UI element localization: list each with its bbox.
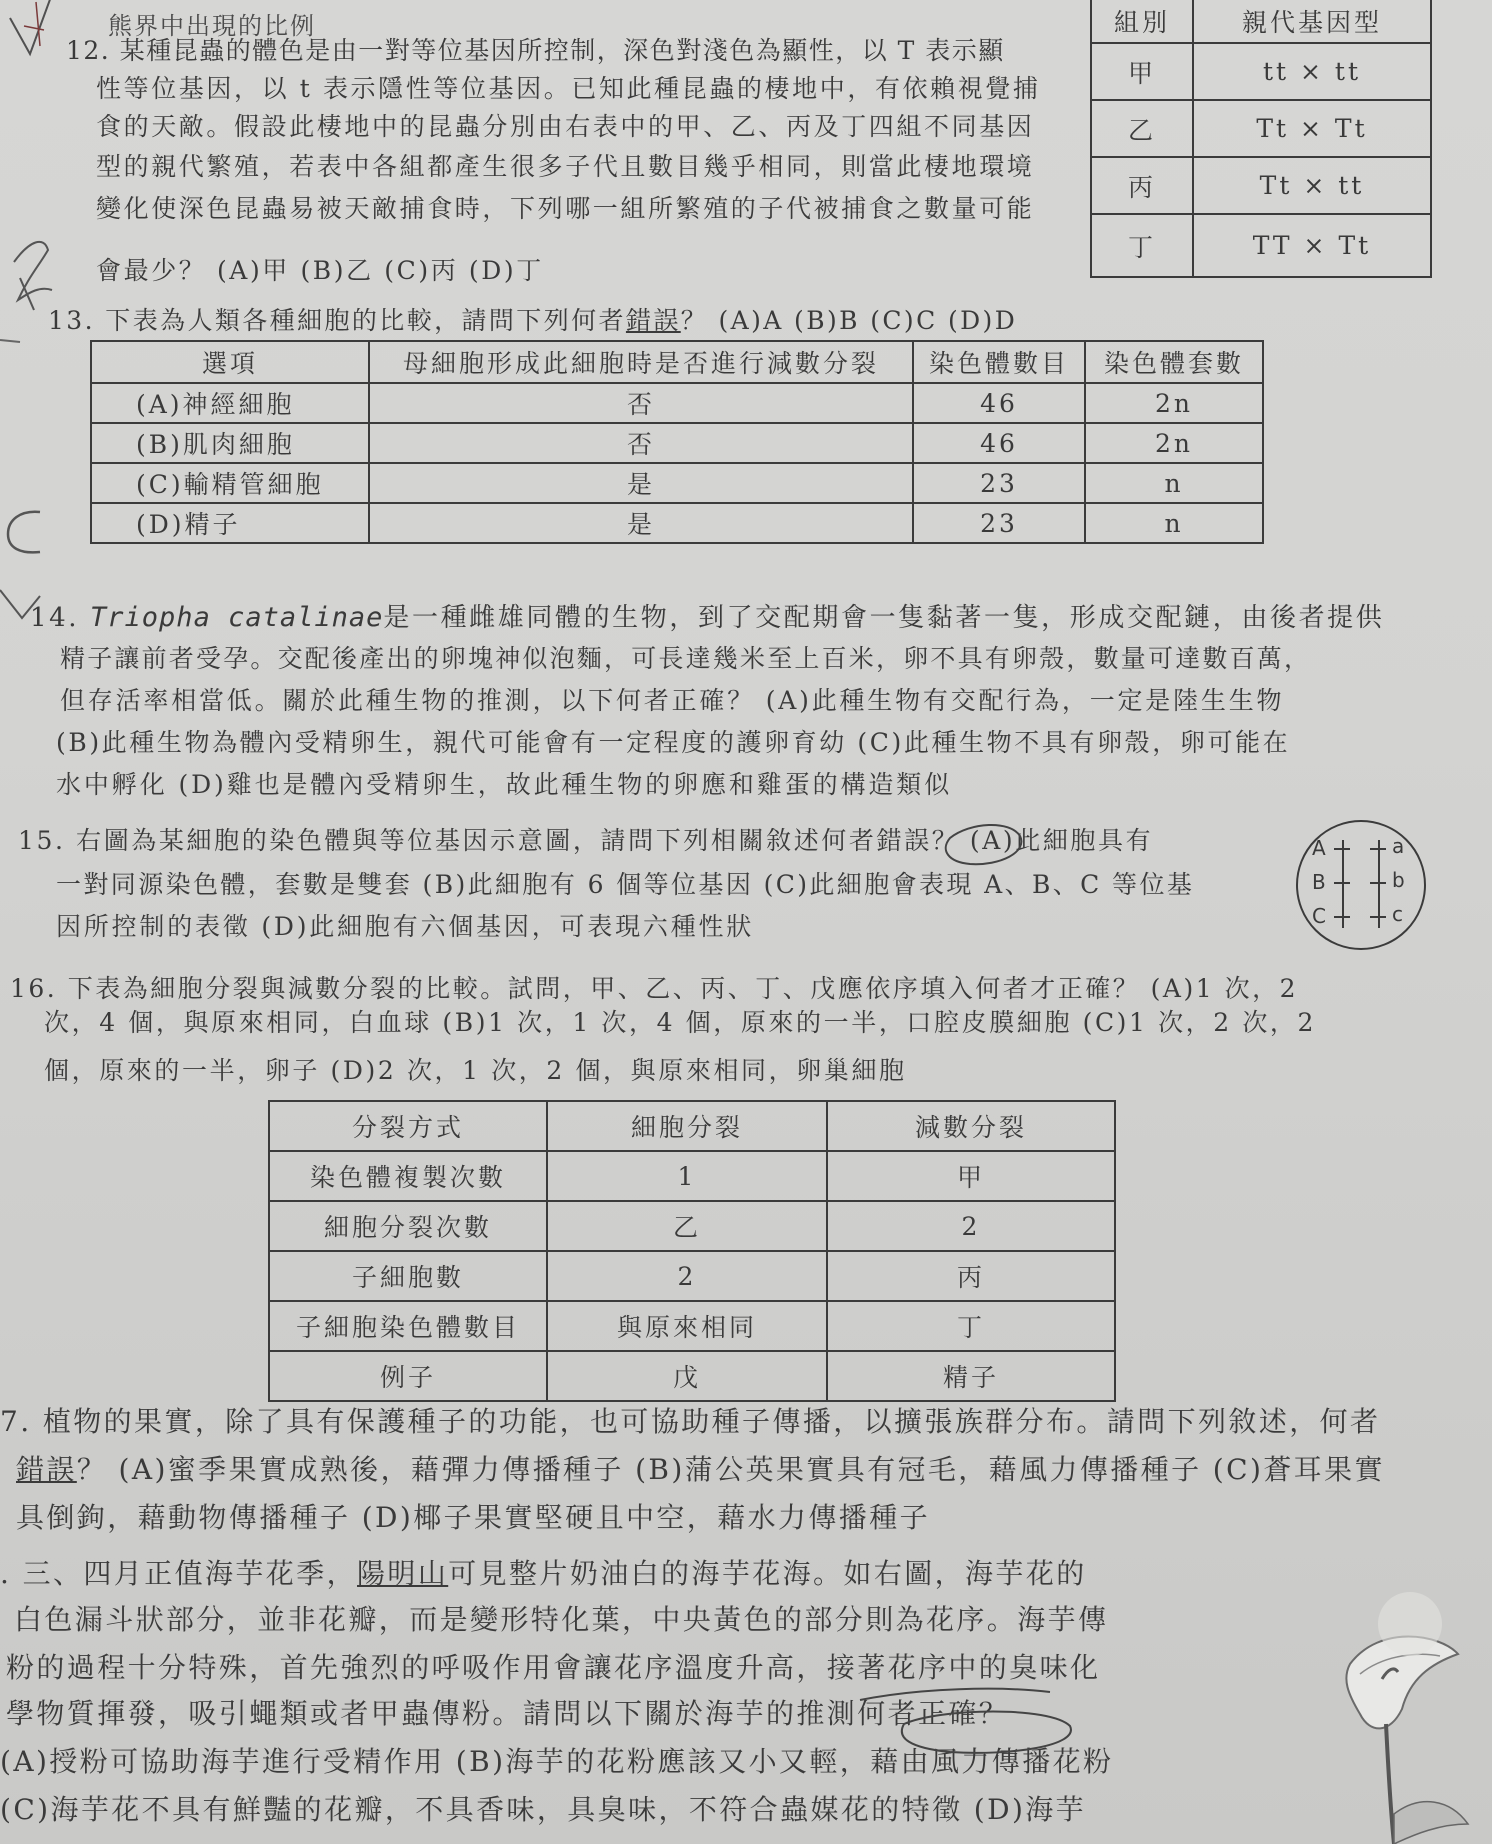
table-cell: 染色體複製次數 (269, 1151, 547, 1201)
allele-label: B (1312, 870, 1328, 894)
table-cell: 2 (827, 1201, 1115, 1251)
q12-line: 12. 某種昆蟲的體色是由一對等位基因所控制，深色對淺色為顯性，以 T 表示顯 (66, 36, 1005, 65)
table-cell: 丁 (1091, 214, 1193, 277)
q15-line: 15. 右圖為某細胞的染色體與等位基因示意圖，請問下列相關敘述何者錯誤？ (A)此細胞具有 (18, 826, 1154, 855)
table-cell: 1 (547, 1151, 827, 1201)
table-cell: (B)肌肉細胞 (91, 423, 369, 463)
table-cell: tt × tt (1193, 43, 1431, 100)
handwritten-c (6, 500, 42, 544)
allele-label: a (1392, 834, 1407, 858)
q16-line: 16. 下表為細胞分裂與減數分裂的比較。試問，甲、乙、丙、丁、戊應依序填入何者才正確？ (A)1 次，2 (10, 974, 1298, 1003)
table-cell: 丙 (827, 1251, 1115, 1301)
q14-line: (B)此種生物為體內受精卵生，親代可能會有一定程度的護卵育幼 (C)此種生物不具有卵殼，卵可能在 (56, 728, 1291, 757)
allele-label: C (1312, 904, 1328, 928)
table-cell: 否 (369, 423, 913, 463)
table-cell: (A)神經細胞 (91, 383, 369, 423)
table-cell: (C)輸精管細胞 (91, 463, 369, 503)
allele-label: b (1392, 868, 1407, 892)
table-cell: (D)精子 (91, 503, 369, 543)
table-cell: 2 (547, 1251, 827, 1301)
q14-line: 水中孵化 (D)雞也是體內受精卵生，故此種生物的卵應和雞蛋的構造類似 (56, 770, 953, 799)
q18-line: (A)授粉可協助海芋進行受精作用 (B)海芋的花粉應該又小又輕，藉由風力傳播花粉 (0, 1745, 1114, 1778)
table-header: 染色體數目 (913, 341, 1085, 383)
table-cell: 甲 (1091, 43, 1193, 100)
table-cell: Tt × tt (1193, 157, 1431, 214)
table-cell: 與原來相同 (547, 1301, 827, 1351)
q18-line1-post: 可見整片奶油白的海芋花海。如右圖，海芋花的 (448, 1557, 1087, 1590)
table-cell: Tt × Tt (1193, 100, 1431, 157)
pencil-underline-18 (860, 1689, 1050, 1700)
q12-line: 會最少？ (A)甲 (B)乙 (C)丙 (D)丁 (96, 256, 544, 285)
table-header: 分裂方式 (269, 1101, 547, 1151)
q18-line: 粉的過程十分特殊，首先強烈的呼吸作用會讓花序溫度升高，接著花序中的臭味化 (6, 1651, 1101, 1684)
table-header: 減數分裂 (827, 1101, 1115, 1151)
table-cell: 丙 (1091, 157, 1193, 214)
table-cell: TT × Tt (1193, 214, 1431, 277)
table-cell: 乙 (1091, 100, 1193, 157)
q16-line: 次，4 個，與原來相同，白血球 (B)1 次，1 次，4 個，原來的一半，口腔皮膜細胞 (C)1 次，2 次，2 (44, 1008, 1317, 1037)
pencil-circle-18 (902, 1712, 1071, 1753)
q12-line: 性等位基因，以 t 表示隱性等位基因。已知此種昆蟲的棲地中，有依賴視覺捕 (96, 74, 1041, 103)
q12-line: 變化使深色昆蟲易被天敵捕食時，下列哪一組所繁殖的子代被捕食之數量可能 (96, 194, 1035, 223)
q18-line: 白色漏斗狀部分，並非花瓣，而是變形特化葉，中央黃色的部分則為花序。海芋傳 (14, 1603, 1109, 1636)
q12-line: 食的天敵。假設此棲地中的昆蟲分別由右表中的甲、乙、丙及丁四組不同基因 (96, 112, 1035, 141)
table-header: 染色體套數 (1085, 341, 1263, 383)
q14-line1-rest: 是一種雌雄同體的生物，到了交配期會一隻黏著一隻，形成交配鏈，由後者提供 (383, 603, 1385, 633)
table-cell: n (1085, 463, 1263, 503)
table-header: 細胞分裂 (547, 1101, 827, 1151)
q18-line: (C)海芋花不具有鮮豔的花瓣，不具香味，具臭味，不符合蟲媒花的特徵 (D)海芋 (0, 1793, 1087, 1826)
allele-label: A (1312, 836, 1328, 860)
table-cell: 細胞分裂次數 (269, 1201, 547, 1251)
q14-species: Triopha catalinae (90, 602, 384, 633)
q18-location: 陽明山 (357, 1557, 449, 1590)
table-cell: 是 (369, 503, 913, 543)
table-cell: 丁 (827, 1301, 1115, 1351)
table-cell: 2n (1085, 423, 1263, 463)
table-cell: 甲 (827, 1151, 1115, 1201)
pencil-circle-15 (946, 825, 1022, 864)
table-cell: 乙 (547, 1201, 827, 1251)
table-cell: 例子 (269, 1351, 547, 1401)
q17-line: 7. 植物的果實，除了具有保護種子的功能，也可協助種子傳播，以擴張族群分布。請問下列敘述，何者 (0, 1405, 1381, 1438)
q18-line1-pre: . 三、四月正值海芋花季， (0, 1557, 358, 1590)
q17-line2-rest: ？ (A)蜜季果實成熟後，藉彈力傳播種子 (B)蒲公英果實具有冠毛，藉風力傳播種子 (C)蒼耳果實 (76, 1453, 1385, 1486)
table-cell: 2n (1085, 383, 1263, 423)
q13-suffix: ？ (A)A (B)B (C)C (D)D (680, 306, 1018, 335)
q15-line: 因所控制的表徵 (D)此細胞有六個基因，可表現六種性狀 (56, 912, 755, 941)
table-cell: n (1085, 503, 1263, 543)
q14-number: 14. (30, 603, 80, 633)
table-header: 親代基因型 (1193, 0, 1431, 43)
table-cell: 23 (913, 503, 1085, 543)
q14-line: 精子讓前者受孕。交配後產出的卵塊神似泡麵，可長達幾米至上百米，卵不具有卵殼，數量可達數百萬， (60, 644, 1312, 673)
table-cell: 精子 (827, 1351, 1115, 1401)
table-header: 組別 (1091, 0, 1193, 43)
pencil-scribble (14, 242, 52, 300)
allele-label: c (1392, 902, 1405, 926)
q14-line: 但存活率相當低。關於此種生物的推測，以下何者正確？ (A)此種生物有交配行為，一定是陸生生物 (60, 686, 1285, 715)
q17-line: 具倒鉤，藉動物傳播種子 (D)椰子果實堅硬且中空，藉水力傳播種子 (16, 1501, 931, 1534)
pencil-line (0, 340, 20, 342)
top-line: 熊界中出現的比例 (108, 12, 316, 40)
q13-emph: 錯誤 (625, 306, 681, 335)
table-cell: 子細胞染色體數目 (269, 1301, 547, 1351)
table-cell: 23 (913, 463, 1085, 503)
q15-line: 一對同源染色體，套數是雙套 (B)此細胞有 6 個等位基因 (C)此細胞會表現 A、B、C 等位基 (56, 870, 1195, 899)
q13-prefix: 13. 下表為人類各種細胞的比較，請問下列何者 (48, 306, 626, 335)
table-header: 母細胞形成此細胞時是否進行減數分裂 (369, 341, 913, 383)
pencil-check-14 (0, 590, 40, 618)
table-cell: 46 (913, 423, 1085, 463)
q18-line: 學物質揮發，吸引蠅類或者甲蟲傳粉。請問以下關於海芋的推測何者正確？ (6, 1697, 1010, 1730)
q17-emph: 錯誤 (16, 1453, 77, 1486)
table-cell: 戊 (547, 1351, 827, 1401)
table-cell: 是 (369, 463, 913, 503)
table-cell: 子細胞數 (269, 1251, 547, 1301)
table-cell: 46 (913, 383, 1085, 423)
q16-line: 個，原來的一半，卵子 (D)2 次，1 次，2 個，與原來相同，卵巢細胞 (44, 1056, 907, 1085)
table-cell: 否 (369, 383, 913, 423)
table-header: 選項 (91, 341, 369, 383)
q12-line: 型的親代繁殖，若表中各組都產生很多子代且數目幾乎相同，則當此棲地環境 (96, 152, 1035, 181)
